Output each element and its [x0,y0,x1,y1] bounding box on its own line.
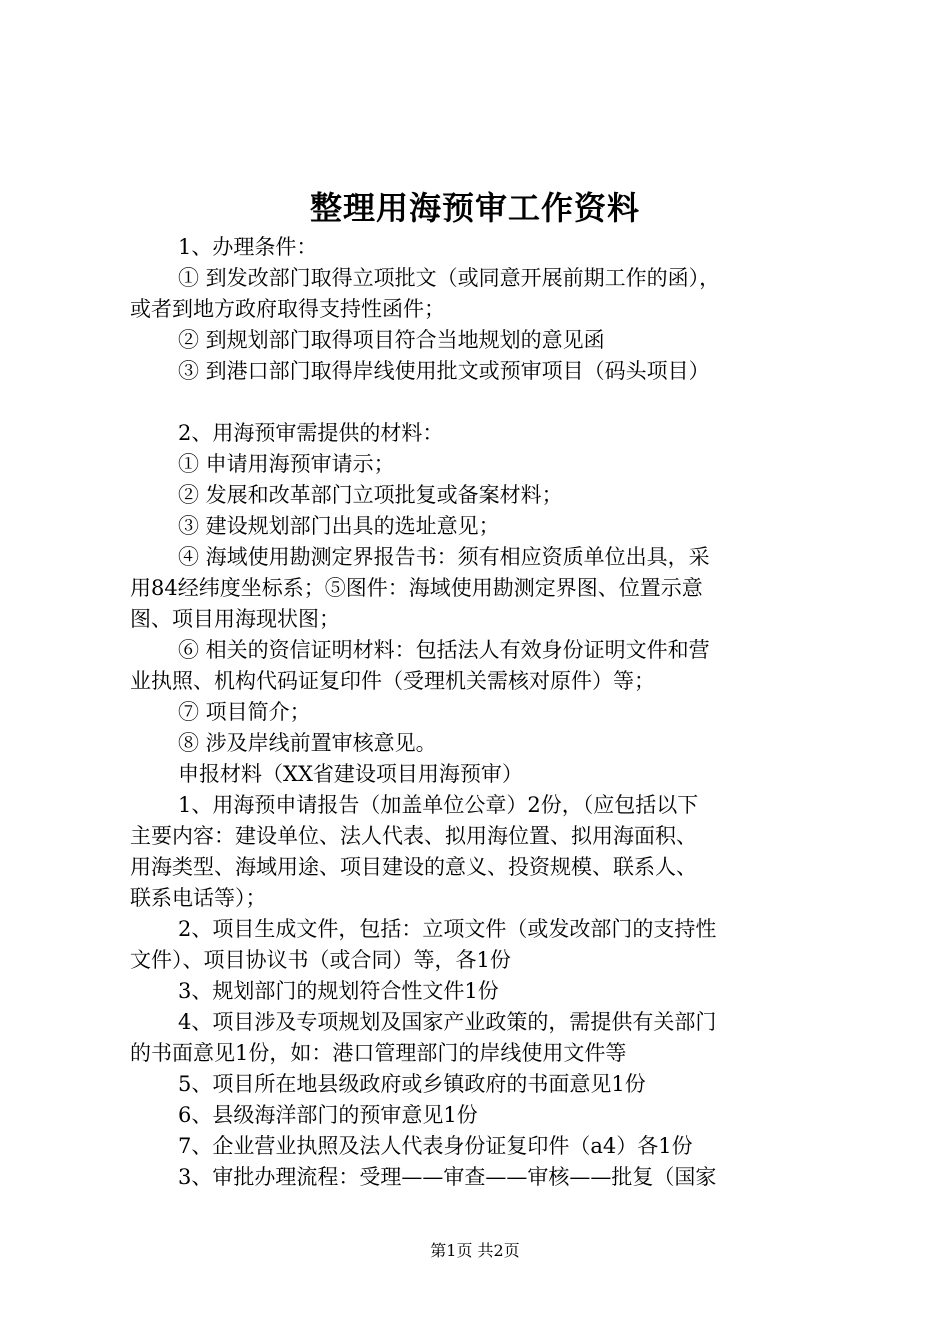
body-text-line: ③ 到港口部门取得岸线使用批文或预审项目（码头项目） [178,359,710,383]
body-text-line: ⑥ 相关的资信证明材料：包括法人有效身份证明文件和营 [178,638,710,662]
body-text-line: 用84经纬度坐标系；⑤图件：海域使用勘测定界图、位置示意 [130,576,703,600]
body-text-line: 1、办理条件： [178,235,318,259]
body-text-line: 用海类型、海域用途、项目建设的意义、投资规模、联系人、 [130,855,697,879]
body-text-line: 6、县级海洋部门的预审意见1份 [178,1103,478,1127]
body-text-line: 业执照、机构代码证复印件（受理机关需核对原件）等； [130,669,655,693]
body-text-line: ④ 海域使用勘测定界报告书：须有相应资质单位出具，采 [178,545,710,569]
body-text-line: 的书面意见1份，如：港口管理部门的岸线使用文件等 [130,1041,627,1065]
body-text-line: ⑦ 项目简介； [178,700,311,724]
blank-line [130,387,830,418]
body-text-line: ③ 建设规划部门出具的选址意见； [178,514,500,538]
page-footer: 第1页 共2页 [430,1241,520,1260]
body-text-line: 联系电话等）； [130,886,267,910]
document-body [130,232,830,1193]
body-text-line: 申报材料（XX省建设项目用海预审） [178,762,523,786]
body-text-line: 5、项目所在地县级政府或乡镇政府的书面意见1份 [178,1072,646,1096]
body-text-line: ① 申请用海预审请示； [178,452,395,476]
body-text-line: 2、项目生成文件，包括：立项文件（或发改部门的支持性 [178,917,717,941]
body-text-line: 文件）、项目协议书（或合同）等，各1份 [130,948,511,972]
page-title: 整理用海预审工作资料 [309,189,640,227]
body-text-line: 或者到地方政府取得支持性函件； [130,297,445,321]
body-text-line: 2、用海预审需提供的材料： [178,421,444,445]
body-text-line: 3、规划部门的规划符合性文件1份 [178,979,499,1003]
body-text-line: ② 发展和改革部门立项批复或备案材料； [178,483,563,507]
body-text-line: 7、企业营业执照及法人代表身份证复印件（a4）各1份 [178,1134,693,1158]
body-text-line: ② 到规划部门取得项目符合当地规划的意见函 [178,328,605,352]
body-text-line: ① 到发改部门取得立项批文（或同意开展前期工作的函）， [178,266,721,290]
body-text-line: 3、审批办理流程：受理——审查——审核——批复（国家 [178,1165,717,1189]
body-text-line: 图、项目用海现状图； [130,607,340,631]
body-text-line: 1、用海预申请报告（加盖单位公章）2份，（应包括以下 [178,793,699,817]
body-text-line: 主要内容：建设单位、法人代表、拟用海位置、拟用海面积、 [130,824,697,848]
body-text-line: ⑧ 涉及岸线前置审核意见。 [178,731,437,755]
body-text-line: 4、项目涉及专项规划及国家产业政策的，需提供有关部门 [178,1010,717,1034]
